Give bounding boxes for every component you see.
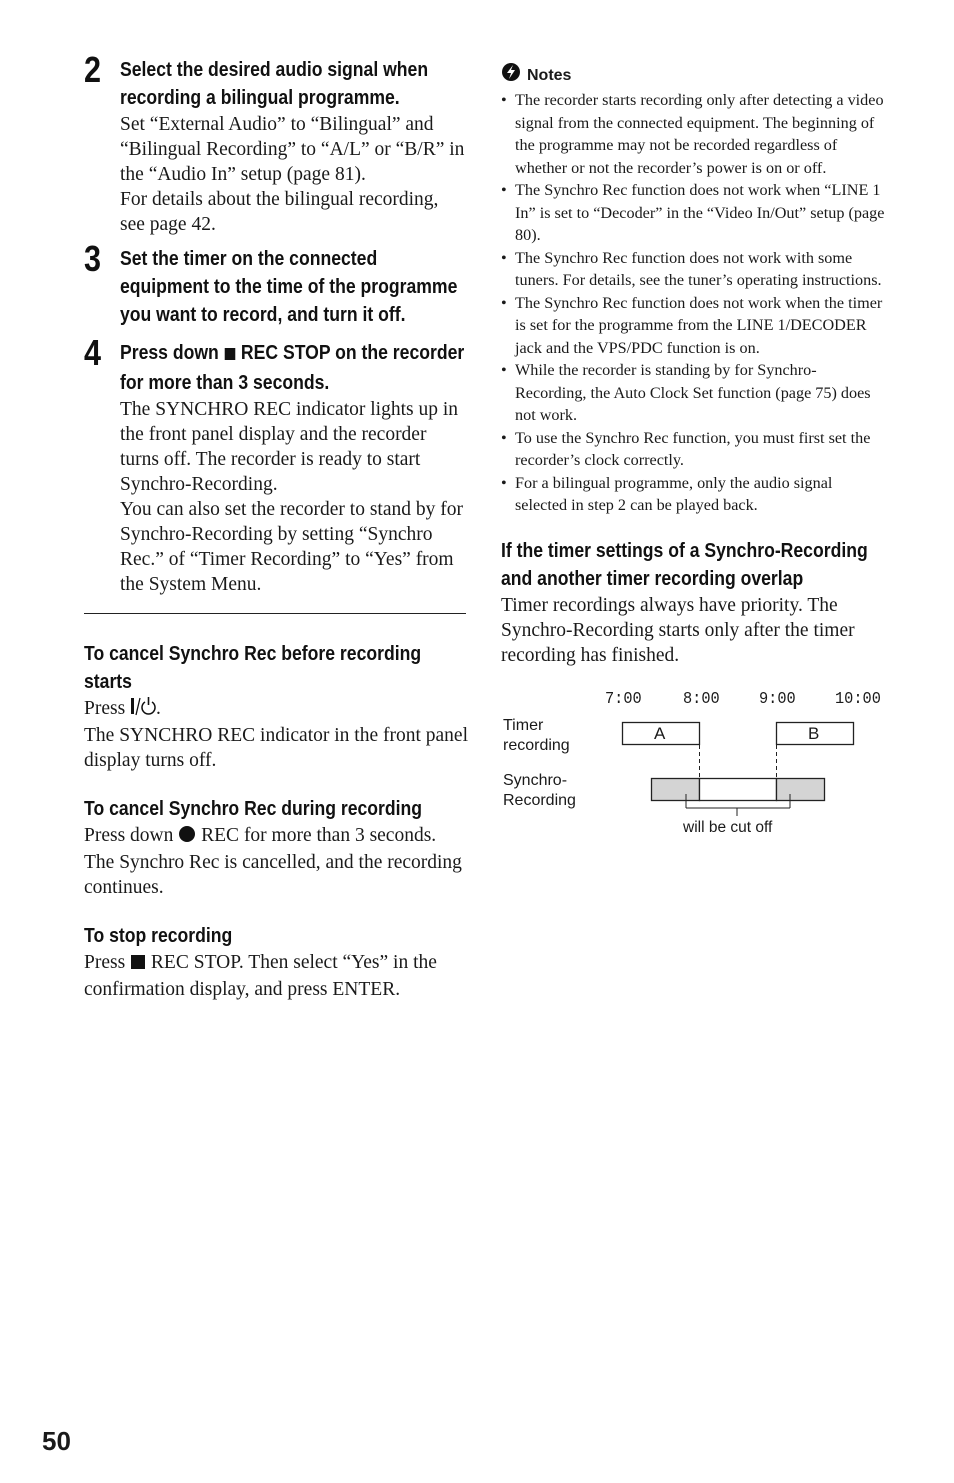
synchro-kept xyxy=(700,778,777,800)
section-text: The SYNCHRO REC indicator in the front panel display turns off. xyxy=(84,725,468,771)
press-line xyxy=(84,696,468,723)
press-text-end: . xyxy=(156,698,161,719)
stop-square-icon xyxy=(224,341,236,369)
notes-title xyxy=(501,62,885,89)
time-label: 8:00 xyxy=(683,689,720,709)
step-paragraph: You can also set the recorder to stand by for Synchro-Recording by setting “Synchro Rec.” of “Timer Recording” to “Yes” from the System Menu. xyxy=(120,499,463,595)
timer-recording-label: Timer recording xyxy=(503,716,570,754)
step-paragraph: For details about the bilingual recording, see page 42. xyxy=(120,189,439,235)
step-3 xyxy=(84,238,468,329)
step-number: 3 xyxy=(84,238,102,279)
notes-icon xyxy=(501,62,521,89)
overlap-diagram xyxy=(501,682,885,842)
step-paragraph: Set “External Audio” to “Bilingual” and “Bilingual Recording” to “A/L” or “B/R” in the “Audio In” setup (page 81). xyxy=(120,114,465,185)
synchro-cut-end xyxy=(777,778,825,800)
note-item: • The recorder starts recording only after detecting a video signal from the connected equipment. The beginning of the programme may not be recorded regardless of whether or not the recorder’s power is on or off. xyxy=(501,89,885,179)
step-heading-pre: Press down xyxy=(120,342,219,364)
section-divider xyxy=(84,613,466,614)
cancel-during-section xyxy=(84,795,468,900)
note-item: • The Synchro Rec function does not work when the timer is set for the programme from the LINE 1/DECODER jack and the VPS/PDC function is on. xyxy=(501,292,885,360)
press-text: Press xyxy=(84,952,126,973)
step-heading: Set the timer on the connected equipment to the time of the programme you want to record, and turn it off. xyxy=(120,248,458,326)
note-item: • While the recorder is standing by for Synchro-Recording, the Auto Clock Set function (page 75) does not work. xyxy=(501,359,885,427)
overlap-heading: If the timer settings of a Synchro-Recording and another timer recording overlap xyxy=(501,539,868,590)
press-line xyxy=(84,823,468,900)
press-text: Press xyxy=(84,698,126,719)
section-heading: To stop recording xyxy=(84,925,233,947)
step-heading: Select the desired audio signal when recording a bilingual programme. xyxy=(120,59,429,109)
synchro-cut-start xyxy=(652,778,700,800)
cancel-before-section xyxy=(84,640,468,773)
synchro-recording-label: Synchro-Recording xyxy=(503,771,576,809)
step-2 xyxy=(84,49,468,237)
time-label: 9:00 xyxy=(759,689,796,709)
time-label: 7:00 xyxy=(605,689,642,709)
box-a-label: A xyxy=(654,723,666,743)
stop-recording-section xyxy=(84,922,468,1002)
note-item: • To use the Synchro Rec function, you must first set the recorder’s clock correctly. xyxy=(501,427,885,472)
notes-list xyxy=(501,89,885,517)
power-icon xyxy=(130,696,156,723)
press-text-end: REC for more than 3 seconds. The Synchro Rec is cancelled, and the recording continues. xyxy=(84,825,462,898)
section-heading: To cancel Synchro Rec before recording starts xyxy=(84,643,422,693)
time-label: 10:00 xyxy=(835,689,881,709)
stop-square-icon xyxy=(130,952,146,977)
box-b-label: B xyxy=(808,723,820,743)
record-circle-icon xyxy=(178,825,196,850)
note-item: • For a bilingual programme, only the audio signal selected in step 2 can be played back. xyxy=(501,472,885,517)
press-line xyxy=(84,950,468,1002)
press-text-end: REC STOP. Then select “Yes” in the confirmation display, and press ENTER. xyxy=(84,952,437,1000)
note-item: • The Synchro Rec function does not work with some tuners. For details, see the tuner’s operating instructions. xyxy=(501,247,885,292)
step-paragraph: The SYNCHRO REC indicator lights up in the front panel display and the recorder turns off. The recorder is ready to start Synchro-Recording. xyxy=(120,399,458,495)
overlap-text: Timer recordings always have priority. The Synchro-Recording starts only after the timer recording has finished. xyxy=(501,594,855,666)
step-heading-post: REC STOP on the recorder for more than 3 seconds. xyxy=(120,342,465,394)
press-text: Press down xyxy=(84,825,174,846)
right-column xyxy=(501,62,885,842)
left-column xyxy=(84,49,468,1024)
step-4 xyxy=(84,332,468,597)
section-heading: To cancel Synchro Rec during recording xyxy=(84,798,423,820)
step-number: 2 xyxy=(84,49,102,90)
page-number: 50 xyxy=(42,1426,71,1456)
cut-off-caption: will be cut off xyxy=(683,818,773,836)
note-item: • The Synchro Rec function does not work when “LINE 1 In” is set to “Decoder” in the “Video In/Out” setup (page 80). xyxy=(501,179,885,247)
step-heading xyxy=(120,339,466,397)
step-number: 4 xyxy=(84,332,102,373)
notes-title-text: Notes xyxy=(527,66,572,84)
